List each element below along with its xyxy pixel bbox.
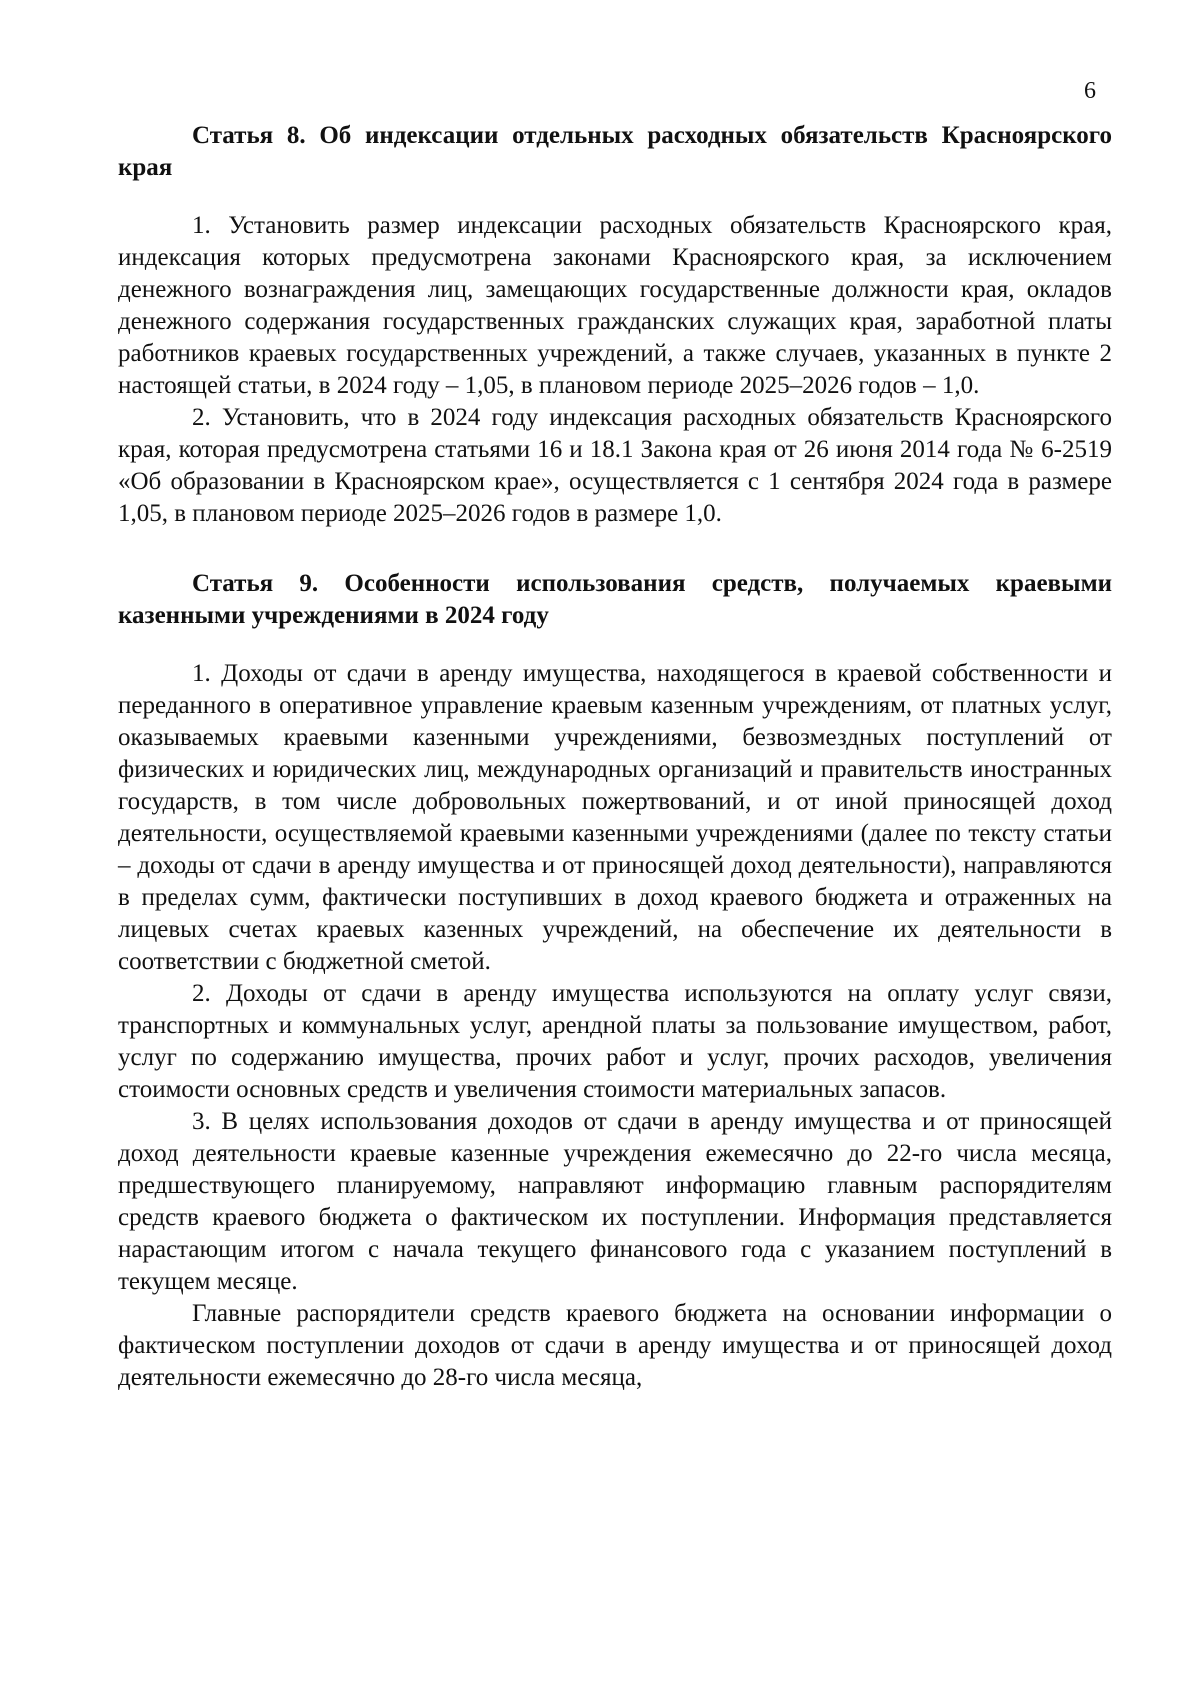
article-8-paragraph-1: 1. Установить размер индексации расходных обязательств Красноярского края, индексация которых предусмотрена законами Красноярского края, за исключением денежного вознаграждения лиц, замещающих государственные должности края, окладов денежного содержания государственных гражданских служащих края, заработной платы работников краевых государственных учреждений, а также случаев, указанных в пункте 2 настоящей статьи, в 2024 году – 1,05, в плановом периоде 2025–2026 годов – 1,0.	[118, 212, 1112, 399]
article-8	[118, 120, 1112, 530]
article-9-paragraph-1: 1. Доходы от сдачи в аренду имущества, находящегося в краевой собственности и переданного в оперативное управление краевым казенным учреждениям, от платных услуг, оказываемых краевыми казенными учреждениями, безвозмездных поступлений от физических и юридических лиц, международных организаций и правительств иностранных государств, в том числе добровольных пожертвований, и от иной приносящей доход деятельности, осуществляемой краевыми казенными учреждениями (далее по тексту статьи – доходы от сдачи в аренду имущества и от приносящей доход деятельности), направляются в пределах сумм, фактически поступивших в доход краевого бюджета и отраженных на лицевых счетах краевых казенных учреждений, на обеспечение их деятельности в соответствии с бюджетной сметой.	[118, 660, 1112, 975]
article-8-paragraph-2: 2. Установить, что в 2024 году индексация расходных обязательств Красноярского края, которая предусмотрена статьями 16 и 18.1 Закона края от 26 июня 2014 года № 6-2519 «Об образовании в Красноярском крае», осуществляется с 1 сентября 2024 года в размере 1,05, в плановом периоде 2025–2026 годов в размере 1,0.	[118, 404, 1112, 527]
article-9-paragraph-4: Главные распорядители средств краевого бюджета на основании информации о фактическом поступлении доходов от сдачи в аренду имущества и от приносящей доход деятельности ежемесячно до 28-го числа месяца,	[118, 1300, 1112, 1391]
page-number: 6	[1084, 78, 1096, 104]
article-9-paragraph-2: 2. Доходы от сдачи в аренду имущества используются на оплату услуг связи, транспортных и коммунальных услуг, арендной платы за пользование имуществом, работ, услуг по содержанию имущества, прочих работ и услуг, прочих расходов, увеличения стоимости основных средств и увеличения стоимости материальных запасов.	[118, 980, 1112, 1103]
document-body	[118, 120, 1112, 1394]
article-9-paragraph-3: 3. В целях использования доходов от сдачи в аренду имущества и от приносящей доход деятельности краевые казенные учреждения ежемесячно до 22-го числа месяца, предшествующего планируемому, направляют информацию главным распорядителям средств краевого бюджета о фактическом их поступлении. Информация представляется нарастающим итогом с начала текущего финансового года с указанием поступлений в текущем месяце.	[118, 1108, 1112, 1295]
article-8-heading: Статья 8. Об индексации отдельных расходных обязательств Красноярского края	[118, 122, 1112, 181]
article-9	[118, 568, 1112, 1394]
article-9-heading: Статья 9. Особенности использования средств, получаемых краевыми казенными учреждениями в 2024 году	[118, 570, 1112, 629]
